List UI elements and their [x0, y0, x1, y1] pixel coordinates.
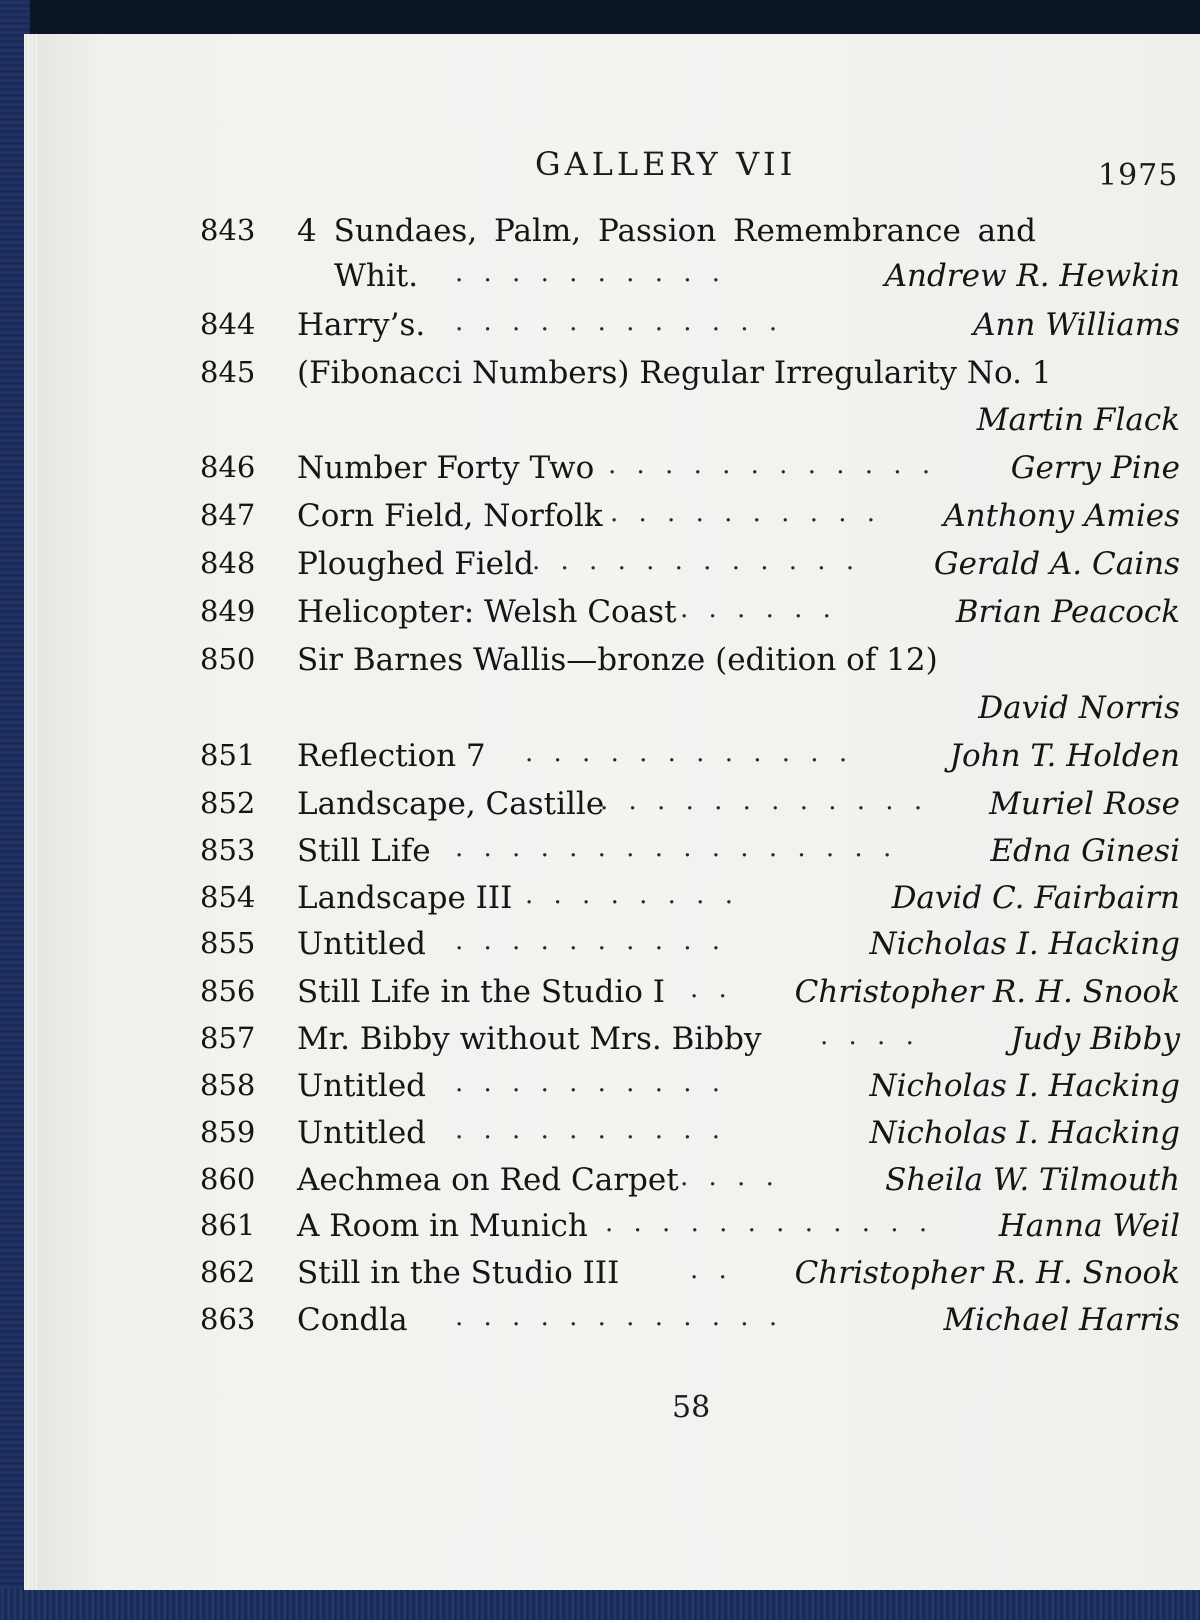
entry-title: Harry’s.: [297, 307, 426, 343]
catalogue-entry: [200, 1068, 1180, 1112]
entry-title: Condla: [297, 1302, 408, 1338]
entry-artist: Hanna Weil: [998, 1208, 1180, 1244]
entry-artist: Nicholas I. Hacking: [869, 1068, 1180, 1104]
entry-number: 861: [200, 1208, 256, 1242]
entry-title: Untitled: [297, 926, 427, 962]
entry-number: 855: [200, 926, 256, 960]
entry-title: Still in the Studio III: [297, 1255, 620, 1291]
entry-number: 860: [200, 1162, 256, 1196]
catalogue-entry-continued: [200, 690, 1180, 734]
leader-dots: . . . . . . . . . .: [610, 498, 882, 528]
entry-title: Sir Barnes Wallis—bronze (edition of 12): [297, 642, 938, 678]
entry-number: 848: [200, 546, 256, 580]
entry-title: A Room in Munich: [297, 1208, 588, 1244]
entry-artist: Martin Flack: [976, 402, 1180, 438]
leader-dots: . . . .: [820, 1021, 920, 1051]
catalogue-entry: [200, 926, 1180, 970]
entry-number: 850: [200, 642, 256, 676]
catalogue-entry: [200, 786, 1180, 830]
entry-title: Mr. Bibby without Mrs. Bibby: [297, 1021, 762, 1057]
entry-title: Landscape III: [297, 880, 513, 916]
entry-artist: Gerry Pine: [1010, 450, 1180, 486]
leader-dots: . . . . . . . . . . . .: [600, 786, 929, 816]
entry-artist: Anthony Amies: [943, 498, 1180, 534]
entry-artist: Nicholas I. Hacking: [869, 926, 1180, 962]
entry-title: Still Life in the Studio I: [297, 974, 666, 1010]
leader-dots: . . . . . . . . . . . .: [525, 738, 854, 768]
entry-title: Landscape, Castille: [297, 786, 605, 822]
entry-artist: Edna Ginesi: [990, 833, 1180, 869]
entry-artist: Christopher R. H. Snook: [794, 974, 1180, 1010]
catalogue-entry: [200, 450, 1180, 494]
entry-artist: David Norris: [978, 690, 1180, 726]
gallery-heading: GALLERY VII: [535, 145, 797, 183]
year-heading: 1975: [1098, 158, 1179, 193]
leader-dots: . .: [690, 1255, 733, 1285]
entry-number: 863: [200, 1302, 256, 1336]
book-cover-bottom: [0, 1588, 1200, 1620]
leader-dots: . . . . . . . . . . . .: [455, 1302, 784, 1332]
entry-number: 857: [200, 1021, 256, 1055]
leader-dots: . . . .: [680, 1162, 780, 1192]
leader-dots: . . . . . . . . . . . .: [605, 1208, 934, 1238]
entry-title: 4 Sundaes, Palm, Passion Remembrance and: [297, 213, 1036, 249]
entry-number: 854: [200, 880, 256, 914]
entry-artist: Ann Williams: [973, 307, 1180, 343]
entry-artist: Muriel Rose: [989, 786, 1180, 822]
entry-title: Still Life: [297, 833, 431, 869]
leader-dots: . . . . . .: [680, 594, 837, 624]
entry-number: 858: [200, 1068, 256, 1102]
leader-dots: . . . . . . . . . . . . . . . .: [455, 833, 898, 863]
entry-number: 843: [200, 213, 256, 247]
entry-number: 851: [200, 738, 256, 772]
leader-dots: . . . . . . . . . . . .: [455, 307, 784, 337]
catalogue-entry: [200, 880, 1180, 924]
entry-title: (Fibonacci Numbers) Regular Irregularity No. 1: [297, 355, 1052, 391]
leader-dots: . . . . . . . . . .: [455, 926, 727, 956]
catalogue-entry: [200, 213, 1180, 257]
page-number: 58: [672, 1390, 711, 1425]
leader-dots: . .: [690, 974, 733, 1004]
leader-dots: . . . . . . . . . .: [455, 1115, 727, 1145]
leader-dots: . . . . . . . . . .: [455, 258, 727, 288]
entry-title: Helicopter: Welsh Coast: [297, 594, 677, 630]
catalogue-entry: [200, 1208, 1180, 1252]
catalogue-entry: [200, 1162, 1180, 1206]
entry-artist: David C. Fairbairn: [891, 880, 1180, 916]
entry-title: Corn Field, Norfolk: [297, 498, 603, 534]
entry-number: 844: [200, 307, 256, 341]
entry-number: 852: [200, 786, 256, 820]
catalogue-entry: [200, 355, 1180, 399]
catalogue-entry: [200, 642, 1180, 686]
catalogue-entry: [200, 1255, 1180, 1299]
entry-number: 846: [200, 450, 256, 484]
entry-number: 849: [200, 594, 256, 628]
entry-artist: Sheila W. Tilmouth: [885, 1162, 1180, 1198]
catalogue-entry: [200, 1021, 1180, 1065]
leader-dots: . . . . . . . .: [525, 880, 739, 910]
catalogue-entry-continued: [200, 402, 1180, 446]
catalogue-entry: [200, 738, 1180, 782]
entry-artist: Gerald A. Cains: [933, 546, 1180, 582]
leader-dots: . . . . . . . . . . . .: [608, 450, 937, 480]
entry-artist: Christopher R. H. Snook: [794, 1255, 1180, 1291]
entry-artist: Andrew R. Hewkin: [884, 258, 1180, 294]
catalogue-entry: [200, 833, 1180, 877]
entry-artist: Michael Harris: [943, 1302, 1180, 1338]
catalogue-entry: [200, 307, 1180, 351]
catalogue-entry: [200, 1115, 1180, 1159]
leader-dots: . . . . . . . . . .: [455, 1068, 727, 1098]
entry-title: Ploughed Field: [297, 546, 534, 582]
catalogue-entry: [200, 498, 1180, 542]
leader-dots: . . . . . . . . . . . .: [532, 546, 861, 576]
entry-title: Untitled: [297, 1115, 427, 1151]
catalogue-entry: [200, 546, 1180, 590]
entry-number: 845: [200, 355, 256, 389]
entry-artist: Nicholas I. Hacking: [869, 1115, 1180, 1151]
entry-title: Reflection 7: [297, 738, 486, 774]
catalogue-entry: [200, 1302, 1180, 1346]
entry-number: 859: [200, 1115, 256, 1149]
entry-number: 853: [200, 833, 256, 867]
entry-artist: Judy Bibby: [1010, 1021, 1180, 1057]
catalogue-entry: [200, 974, 1180, 1018]
entry-number: 847: [200, 498, 256, 532]
catalogue-entry-continued: [200, 258, 1180, 302]
entry-title: Number Forty Two: [297, 450, 595, 486]
catalogue-entry: [200, 594, 1180, 638]
entry-number: 856: [200, 974, 256, 1008]
entry-artist: John T. Holden: [949, 738, 1180, 774]
entry-number: 862: [200, 1255, 256, 1289]
entry-title: Aechmea on Red Carpet: [297, 1162, 679, 1198]
entry-artist: Brian Peacock: [955, 594, 1180, 630]
entry-title-continuation: Whit.: [334, 258, 419, 294]
entry-title: Untitled: [297, 1068, 427, 1104]
